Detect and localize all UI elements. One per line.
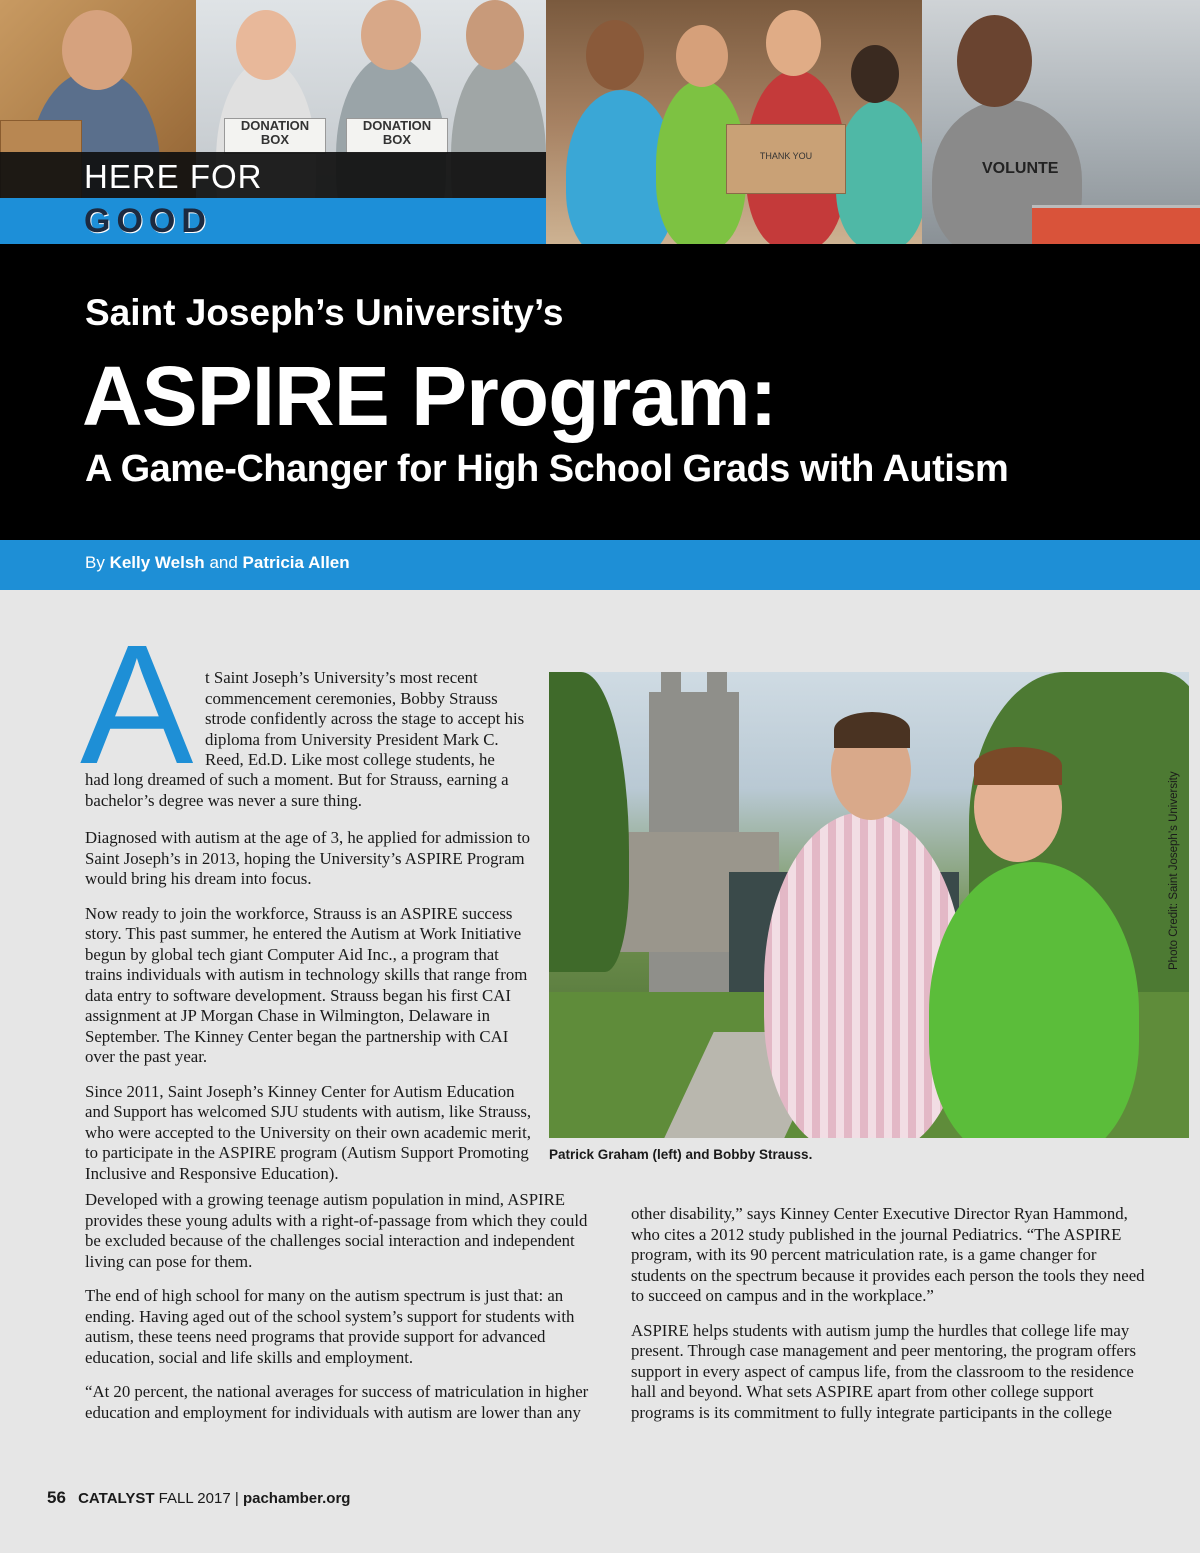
drop-cap: A	[80, 610, 194, 800]
paragraph-8: ASPIRE helps students with autism jump the hurdles that college life may present. Through case management and peer mentoring, the program offers support in every aspect of campus life, from the classroom to the residence hall and beyond. What sets ASPIRE apart from other college support programs is its commitment to fully integrate participants in the college	[631, 1320, 1136, 1422]
section-label	[0, 152, 546, 244]
paragraph-5: The end of high school for many on the autism spectrum is just that: an ending. Having aged out of the school system’s support for students with autism, these teens need programs that provide support for advanced education, social and life skills and employment.	[85, 1286, 575, 1367]
byline-band	[0, 540, 1200, 590]
article-kicker: Saint Joseph’s University’s	[85, 292, 564, 333]
footer-separator: |	[234, 1490, 239, 1507]
article-column-left	[85, 828, 535, 1184]
main-photo	[549, 672, 1189, 1138]
byline-joiner: and	[209, 553, 238, 572]
magazine-name: CATALYST	[78, 1490, 155, 1507]
photo-caption: Patrick Graham (left) and Bobby Strauss.	[549, 1147, 813, 1162]
volunteer-shirt-text: VOLUNTE	[982, 160, 1059, 177]
paragraph-1-end: had long dreamed of such a moment. But for Strauss, earning a bachelor’s degree was never a sure thing.	[85, 770, 509, 810]
donation-box-1: DONATION BOX	[224, 118, 326, 154]
paragraph-7: other disability,” says Kinney Center Executive Director Ryan Hammond, who cites a 2012 study published in the journal Pediatrics. “The ASPIRE program, with its 90 percent matriculation rate, is a game changer for students on the spectrum because it provides each person the tools they need to succeed on campus and in the workplace.”	[631, 1204, 1145, 1305]
website-url: pachamber.org	[242, 1490, 351, 1507]
paragraph-4a: Since 2011, Saint Joseph’s Kinney Center for Autism Education and Support has welcomed SJU students with autism, like Strauss, who were accepted to the University on their own academic merit, to participate in the ASPIRE program (Autism Support Promoting Inclusive and Responsive Education).	[85, 1081, 532, 1183]
paragraph-6: “At 20 percent, the national averages for success of matriculation in higher education and employment for individuals with autism are lower than any	[85, 1382, 589, 1422]
issue-name: FALL 2017	[158, 1490, 231, 1507]
article-subtitle: A Game-Changer for High School Grads with Autism	[85, 448, 1009, 490]
article-column-left-lower	[85, 1190, 605, 1437]
section-label-line1: HERE FOR	[84, 158, 263, 195]
article-title: ASPIRE Program:	[82, 349, 777, 443]
title-band	[0, 244, 1200, 540]
author-1: Kelly Welsh	[109, 553, 205, 572]
author-2: Patricia Allen	[242, 553, 350, 572]
byline-prefix: By	[85, 553, 105, 572]
paragraph-3: Now ready to join the workforce, Strauss is an ASPIRE success story. This past summer, he entered the Autism at Work Initiative begun by global tech giant Computer Aid Inc., a program that trains individuals with autism in technology skills that range from data entry to software development. Strauss began his first CAI assignment at JP Morgan Chase in Wilmington, Delaware in September. The Kinney Center began the partnership with CAI over the past year.	[85, 903, 528, 1066]
photo-volunteers-packing-box	[546, 0, 922, 244]
photo-volunteer-food-bank	[922, 0, 1200, 244]
paragraph-1-start: t Saint Joseph’s University’s most recent commencement ceremonies, Bobby Strauss strode confidently across the stage to accept his diploma from University President Mark C. Reed, Ed.D. Like most college students, he	[205, 668, 525, 769]
paragraph-4b: Developed with a growing teenage autism population in mind, ASPIRE provides these young adults with a right-of-passage from which they could be excluded because of the challenges social interaction and independent living can pose for them.	[85, 1190, 588, 1271]
byline	[85, 553, 350, 573]
page-number: 56	[47, 1488, 66, 1507]
section-label-line2: GOOD	[84, 202, 212, 240]
paragraph-2: Diagnosed with autism at the age of 3, he applied for admission to Saint Joseph’s in 2013, hoping the University’s ASPIRE Program would bring his dream into focus.	[85, 828, 531, 888]
donation-box-2: DONATION BOX	[346, 118, 448, 154]
article-column-right	[631, 1204, 1146, 1437]
photo-credit: Photo Credit: Saint Joseph’s University	[1168, 771, 1180, 970]
thank-you-box: THANK YOU	[726, 124, 846, 194]
page-footer	[47, 1488, 350, 1508]
